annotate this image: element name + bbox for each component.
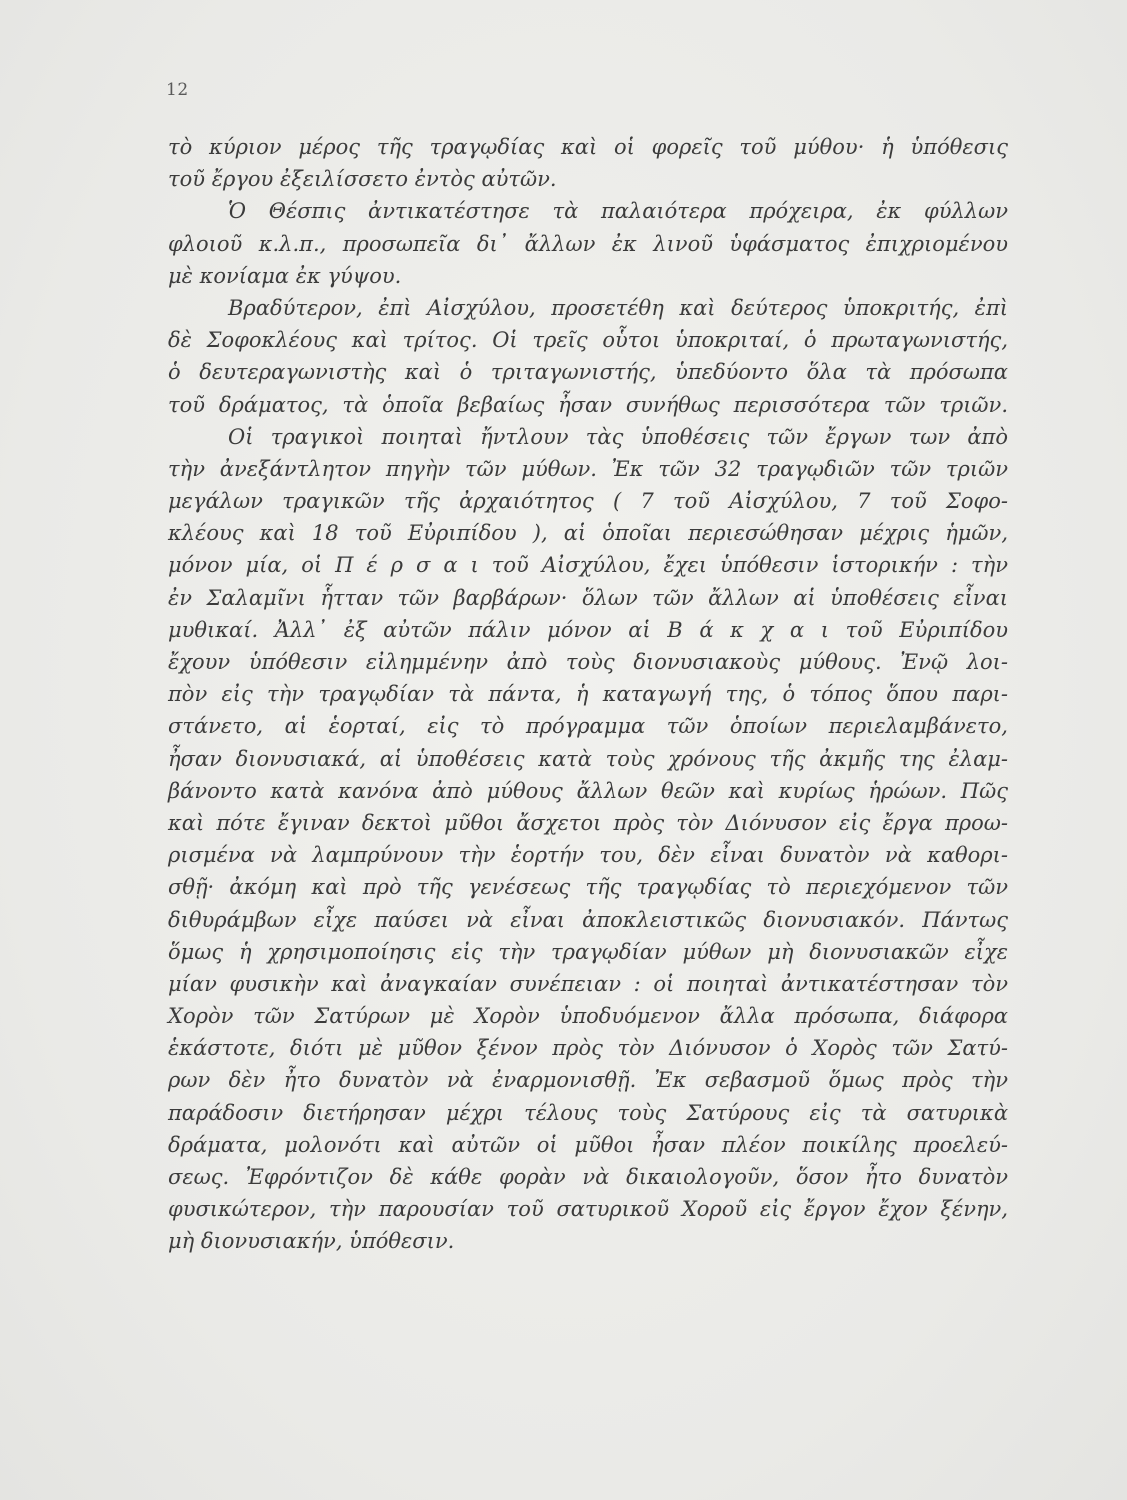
text-line: παράδοσιν διετήρησαν μέχρι τέλους τοὺς Σατύρους εἰς τὰ σατυρικὰ: [168, 1100, 1008, 1125]
text-line: Οἱ τραγικοὶ ποιηταὶ ἤντλουν τὰς ὑποθέσεις τῶν ἔργων των ἀπὸ: [228, 424, 1008, 449]
body-text: [168, 131, 1008, 1258]
text-line: ρων δὲν ἦτο δυνατὸν νὰ ἐναρμονισθῇ. Ἐκ σεβασμοῦ ὅμως πρὸς τὴν: [168, 1068, 1008, 1093]
text-line: ἑκάστοτε, διότι μὲ μῦθον ξένον πρὸς τὸν Διόνυσον ὁ Χορὸς τῶν Σατύ-: [168, 1036, 1008, 1061]
text-line: σθῇ· ἀκόμη καὶ πρὸ τῆς γενέσεως τῆς τραγῳδίας τὸ περιεχόμενον τῶν: [168, 875, 1008, 900]
text-line: βάνοντο κατὰ κανόνα ἀπὸ μύθους ἄλλων θεῶν καὶ κυρίως ἡρώων. Πῶς: [168, 778, 1008, 803]
text-line: τοῦ ἔργου ἐξειλίσσετο ἐντὸς αὐτῶν.: [168, 167, 557, 192]
text-line: φυσικώτερον, τὴν παρουσίαν τοῦ σατυρικοῦ Χοροῦ εἰς ἔργον ἔχον ξένην,: [168, 1197, 1008, 1222]
text-line: ἐν Σαλαμῖνι ἧτταν τῶν βαρβάρων· ὅλων τῶν ἄλλων αἱ ὑποθέσεις εἶναι: [168, 585, 1008, 610]
text-line: μόνον μία, οἱ Π έ ρ σ α ι τοῦ Αἰσχύλου, ἔχει ὑπόθεσιν ἱστορικήν : τὴν: [168, 553, 1008, 578]
text-line: σεως. Ἐφρόντιζον δὲ κάθε φορὰν νὰ δικαιολογοῦν, ὅσον ἦτο δυνατὸν: [168, 1165, 1008, 1189]
text-line: τοῦ δράματος, τὰ ὁποῖα βεβαίως ἦσαν συνήθως περισσότερα τῶν τριῶν.: [168, 392, 1008, 417]
text-line: Ὁ Θέσπις ἀντικατέστησε τὰ παλαιότερα πρόχειρα, ἐκ φύλλων: [228, 199, 1008, 224]
text-line: καὶ πότε ἔγιναν δεκτοὶ μῦθοι ἄσχετοι πρὸς τὸν Διόνυσον εἰς ἔργα προω-: [168, 810, 1008, 835]
text-line: μυθικαί. Ἀλλ᾽ ἐξ αὐτῶν πάλιν μόνον αἱ Β ά κ χ α ι τοῦ Εὐριπίδου: [168, 617, 1008, 642]
text-line: τὸ κύριον μέρος τῆς τραγῳδίας καὶ οἱ φορεῖς τοῦ μύθου· ἡ ὑπόθεσις: [168, 135, 1008, 159]
text-line: δράματα, μολονότι καὶ αὐτῶν οἱ μῦθοι ἦσαν πλέον ποικίλης προελεύ-: [168, 1132, 1008, 1157]
text-line: πὸν εἰς τὴν τραγῳδίαν τὰ πάντα, ἡ καταγωγή της, ὁ τόπος ὅπου παρι-: [168, 682, 1008, 707]
text-line: μὲ κονίαμα ἐκ γύψου.: [168, 263, 402, 288]
text-line: ἦσαν διονυσιακά, αἱ ὑποθέσεις κατὰ τοὺς χρόνους τῆς ἀκμῆς της ἐλαμ-: [168, 746, 1008, 771]
text-line: κλέους καὶ 18 τοῦ Εὐριπίδου ), αἱ ὁποῖαι περιεσώθησαν μέχρις ἡμῶν,: [168, 521, 1008, 546]
text-line: διθυράμβων εἶχε παύσει νὰ εἶναι ἀποκλειστικῶς διονυσιακόν. Πάντως: [168, 907, 1008, 932]
text-line: δὲ Σοφοκλέους καὶ τρίτος. Οἱ τρεῖς οὗτοι ὑποκριταί, ὁ πρωταγωνιστής,: [168, 328, 1008, 353]
page-number: 12: [166, 80, 189, 100]
text-line: ὅμως ἡ χρησιμοποίησις εἰς τὴν τραγῳδίαν μύθων μὴ διονυσιακῶν εἶχε: [168, 939, 1008, 964]
text-line: στάνετο, αἱ ἑορταί, εἰς τὸ πρόγραμμα τῶν ὁποίων περιελαμβάνετο,: [168, 714, 1008, 739]
text-line: μὴ διονυσιακήν, ὑπόθεσιν.: [168, 1229, 455, 1254]
text-line: Χορὸν τῶν Σατύρων μὲ Χορὸν ὑποδυόμενον ἄλλα πρόσωπα, διάφορα: [168, 1004, 1008, 1029]
text-line: τὴν ἀνεξάντλητον πηγὴν τῶν μύθων. Ἐκ τῶν 32 τραγῳδιῶν τῶν τριῶν: [168, 456, 1008, 481]
text-line: ρισμένα νὰ λαμπρύνουν τὴν ἑορτήν του, δὲν εἶναι δυνατὸν νὰ καθορι-: [168, 843, 1008, 868]
text-line: μεγάλων τραγικῶν τῆς ἀρχαιότητος ( 7 τοῦ Αἰσχύλου, 7 τοῦ Σοφο-: [168, 489, 1008, 514]
text-line: φλοιοῦ κ.λ.π., προσωπεῖα δι᾽ ἄλλων ἐκ λινοῦ ὑφάσματος ἐπιχριομένου: [168, 231, 1008, 256]
text-line: Βραδύτερον, ἐπὶ Αἰσχύλου, προσετέθη καὶ δεύτερος ὑποκριτής, ἐπὶ: [228, 295, 1008, 320]
text-line: μίαν φυσικὴν καὶ ἀναγκαίαν συνέπειαν : οἱ ποιηταὶ ἀντικατέστησαν τὸν: [168, 971, 1008, 996]
text-line: ἔχουν ὑπόθεσιν εἰλημμένην ἀπὸ τοὺς διονυσιακοὺς μύθους. Ἐνῷ λοι-: [168, 650, 1008, 674]
text-line: ὁ δευτεραγωνιστὴς καὶ ὁ τριταγωνιστής, ὑπεδύοντο ὅλα τὰ πρόσωπα: [168, 360, 1008, 385]
